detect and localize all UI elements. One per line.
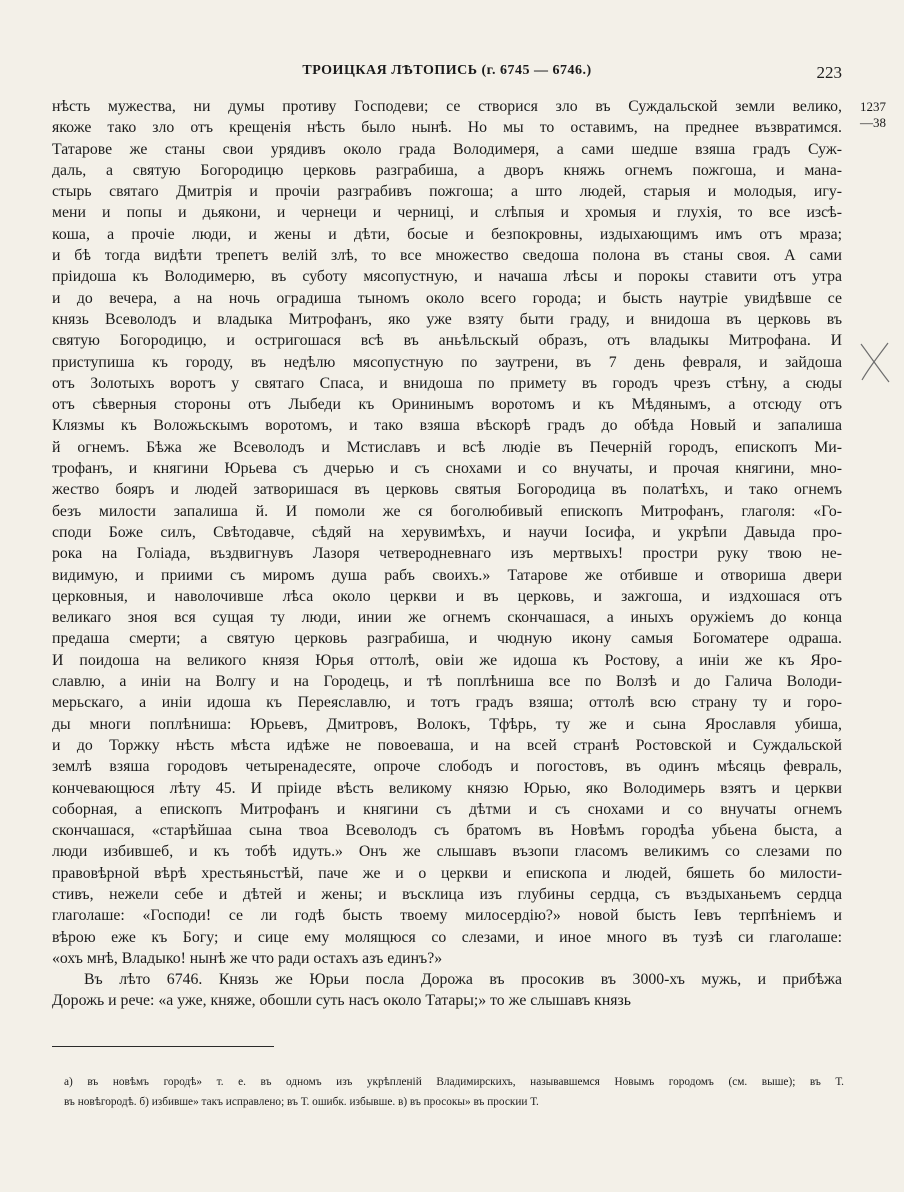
text-line: Татарове же станы свои урядивъ около града Володимеря, а сами шедше взяша градъ Суж- — [52, 140, 842, 158]
text-line: приступиша къ городу, въ недѣлю мясопустную по заутрени, въ 7 день февраля, и зайдоша — [52, 353, 842, 371]
text-line: стырь святаго Дмитрія и прочіи разграбивъ пожгоша; а што людей, старыя и молодыя, игу- — [52, 183, 842, 201]
text-line: И поидоша на великого князя Юрья оттолѣ, овіи же идоша къ Ростову, а иніи же къ Яро- — [52, 651, 842, 669]
text-line: великаго зноя вся сущая ту люди, инии же огнемъ скончашася, а иныхъ оружіемъ до конца — [52, 609, 842, 627]
text-line: церковныя, и наволочивше лѣса около церкви и въ церковь, и зажгоша, и издхошася отъ — [52, 587, 842, 605]
text-line: святую Богородицю, и остригошася всѣ въ аньѣльскый образъ, отъ владыкы Митрофана. И — [52, 332, 842, 350]
text-line: мерьскаго, а иніи идоша къ Переяславлю, и тотъ градъ взяша; оттолѣ всю страну ту и горо- — [52, 694, 842, 712]
text-line: безъ милости запалиша й. И помоли же ся боголюбивый епископъ Митрофанъ, глаголя: «Го- — [52, 502, 842, 520]
text-line: жество бояръ и людей затворишася въ церковь святыя Богородица въ полатѣхъ, и тако огнемъ — [52, 481, 842, 499]
text-line: Дорожь и рече: «а уже, княже, обошли суть насъ около Татары;» то же слышавъ князь — [52, 992, 631, 1010]
text-line: стивъ, нежели себе и дѣтей и жены; и въсклица изъ глубины сердца, съ въздыханьемъ сердца — [52, 885, 842, 903]
text-line: нѣсть мужества, ни думы противу Господеви; се створися зло въ Суждальской земли велико, — [52, 98, 842, 115]
text-line: правовѣрной вѣрѣ хрестьяньстѣй, паче же и о церкви и епископа и людей, бяшеть бо милости- — [52, 864, 842, 882]
text-line: рока на Голіада, въздвигнувъ Лазоря четверодневнаго изъ мертвыхъ! простри руку твою не- — [52, 545, 842, 563]
text-line: и до вечера, а на ночь оградиша тыномъ около всего города; и бысть наутріе увидѣвше се — [52, 289, 842, 307]
running-title: ТРОИЦКАЯ ЛѢТОПИСЬ (г. 6745 — 6746.) — [302, 63, 592, 78]
page-header — [52, 63, 842, 85]
text-line: «охъ мнѣ, Владыко! нынѣ же что ради остахъ азъ единъ?» — [52, 949, 443, 967]
page-number: 223 — [816, 63, 842, 82]
text-line: глаголаше: «Господи! се ли годѣ бысть твоему милосердію?» новой бысть Іевъ терпѣніемъ и — [52, 907, 842, 925]
text-line: споди Боже силъ, Свѣтодавче, сѣдяй на херувимѣхъ, и научи Іосифа, и укрѣпи Давыда про- — [52, 523, 842, 541]
text-line: й огнемъ. Бѣжа же Всеволодъ и Мстиславъ и всѣ людіе въ Печерній городъ, епископъ Ми- — [52, 438, 842, 456]
pencil-x-mark-icon — [858, 340, 892, 384]
text-line: отъ сѣверныя стороны отъ Лыбеди къ Орининымъ воротомъ и къ Мѣдянымъ, а отсюду отъ — [52, 396, 842, 414]
chronicle-text — [52, 96, 842, 1012]
text-line: видимую, и приими съ миромъ душа рабъ своихъ.» Татарове же отбивше и отвориша двери — [52, 566, 842, 584]
text-line: славлю, а иніи на Волгу и на Городець, и тѣ поплѣниша все по Волзѣ и до Галича Володи- — [52, 673, 842, 691]
footnote-line: а) въ новѣмъ городѣ» т. е. въ одномъ изъ укрѣпленій Владимирскихъ, называвшемся Новымъ городомъ (см. выше); въ Т. — [64, 1076, 844, 1088]
text-line: землѣ взяша городовъ четыренадесяте, опроче слободъ и погостовъ, въ одинъ мѣсяць февраль, — [52, 758, 842, 776]
margin-year-end: —38 — [860, 115, 886, 130]
text-line: Клязмы къ Воложьскымъ воротомъ, и тако взяша вѣскорѣ градъ до обѣда Новый и запалиша — [52, 417, 842, 435]
text-line: предаша смерти; а святую церковь разграбиша, и чюдную икону самыя Богоматере одраша. — [52, 630, 842, 648]
text-line: князь Всеволодъ и владыка Митрофанъ, яко уже взяту быти граду, и внидоша въ церковь въ — [52, 310, 842, 328]
text-line: Въ лѣто 6746. Князь же Юрьи посла Дорожа въ просокив въ 3000-хъ мужь, и прибѣжа — [84, 971, 842, 989]
text-line: кончевающюся лѣту 45. И пріиде вѣсть великому князю Юрью, яко Володимерь взятъ и церкви — [52, 779, 842, 797]
text-line: и бѣ тогда видѣти трепетъ велій злѣ, то все множество сведоша полона въ станы своя. А сами — [52, 247, 842, 265]
text-line: и до Торжку нѣсть мѣста идѣже не повоеваша, и на всей странѣ Ростовской и Суждальской — [52, 736, 842, 754]
text-line: пріидоша къ Володимерю, въ суботу мясопустную, и начаша лѣсы и порокы ставити отъ утра — [52, 268, 842, 286]
text-line: ды многи поплѣниша: Юрьевъ, Дмитровъ, Волокъ, Тфѣрь, ту же и сына Ярославля убиша, — [52, 715, 842, 733]
text-line: вѣрою еже къ Богу; и сице ему молящюся со слезами, и иное много въ тузѣ си глаголаше: — [52, 928, 842, 946]
footnote-divider — [52, 1046, 274, 1047]
margin-year-note — [846, 99, 886, 131]
footnote-line: въ новѣгородѣ. б) избивше» такъ исправлено; въ Т. ошибк. избывше. в) въ просокы» въ проскии Т. — [64, 1096, 539, 1108]
text-line: даль, а святую Богородицю церковь разграбиша, а дворъ княжь огнемъ пожгоша, и мана- — [52, 161, 842, 179]
footnotes — [64, 1072, 844, 1112]
text-line: мени и попы и дьякони, и чернеци и черниці, и слѣпыя и хромыя и глухія, то все изсѣ- — [52, 204, 842, 222]
text-line: коша, а прочіе люди, и жены и дѣти, босые и безпокровны, издыхающимъ имъ отъ мраза; — [52, 225, 842, 243]
text-line: якоже тако зло отъ крещенія нѣсть было нынѣ. Но мы то оставимъ, на преднее възвратимся. — [52, 119, 842, 137]
margin-year-start: 1237 — [860, 99, 886, 114]
text-line: трофанъ, и княгини Юрьева съ дчерью и съ снохами и со внучаты, и прочая княгини, мно- — [52, 460, 842, 478]
text-line: соборная, а епископъ Митрофанъ и княгини съ дѣтми и съ снохами и со внучаты огнемъ — [52, 800, 842, 818]
text-line: скончашася, «старѣйшаа сына твоа Всеволодъ съ братомъ въ Новѣмъ городѣа убьена быста, а — [52, 822, 842, 840]
text-line: отъ Золотыхъ воротъ у святаго Спаса, и внидоша по примету въ городъ чрезъ стѣну, а сюды — [52, 374, 842, 392]
text-line: люди избившеб, и къ тобѣ идуть.» Онъ же слышавъ възопи гласомъ великимъ со слезами по — [52, 843, 842, 861]
